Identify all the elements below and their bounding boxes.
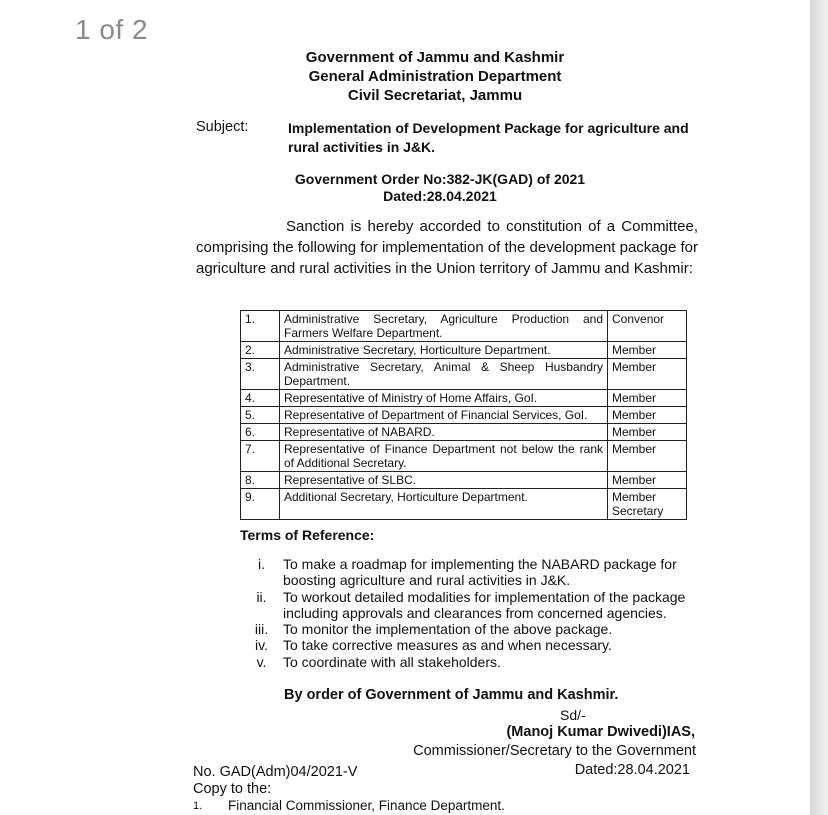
committee-row-number: 1. xyxy=(241,311,280,342)
department-name: General Administration Department xyxy=(308,68,562,85)
terms-item-number: ii. xyxy=(256,588,267,605)
committee-row-role: Member xyxy=(608,359,687,390)
subject-text: Implementation of Development Package for agriculture and rural activities in J&K. xyxy=(288,120,689,155)
committee-row-role: Member xyxy=(608,472,687,489)
terms-item-number: i. xyxy=(258,556,265,572)
committee-row-number: 7. xyxy=(241,441,280,472)
signatory-title: Commissioner/Secretary to the Government xyxy=(413,743,696,759)
terms-list xyxy=(240,556,700,670)
committee-table xyxy=(240,310,687,520)
by-order-line: By order of Government of Jammu and Kashmir. xyxy=(284,687,619,703)
committee-row-designation: Representative of Finance Department not below the rank of Additional Secretary. xyxy=(280,441,608,472)
committee-row-number: 4. xyxy=(241,390,280,407)
committee-row-designation: Administrative Secretary, Horticulture Department. xyxy=(280,342,608,359)
terms-item-text: To take corrective measures as and when necessary. xyxy=(283,637,612,654)
terms-item-text: To monitor the implementation of the above package. xyxy=(283,621,613,638)
signatory-name: (Manoj Kumar Dwivedi)IAS, xyxy=(506,724,695,740)
page-edge xyxy=(810,0,828,815)
committee-row-number: 3. xyxy=(241,359,280,390)
committee-row xyxy=(241,441,687,472)
signed-mark: Sd/- xyxy=(560,707,586,723)
office-location: Civil Secretariat, Jammu xyxy=(347,87,523,104)
terms-item-text: To coordinate with all stakeholders. xyxy=(283,653,501,670)
letterhead xyxy=(240,48,630,105)
committee-row-number: 2. xyxy=(241,342,280,359)
committee-row-role: Member xyxy=(608,342,687,359)
terms-item-number: iv. xyxy=(255,637,268,654)
committee-row-role: Member Secretary xyxy=(608,489,687,520)
committee-row-designation: Representative of Ministry of Home Affairs, GoI. xyxy=(280,390,608,407)
committee-row xyxy=(241,311,687,342)
committee-row-number: 5. xyxy=(241,407,280,424)
reference-number: No. GAD(Adm)04/2021-V xyxy=(193,764,358,780)
committee-row-designation: Administrative Secretary, Agriculture Production and Farmers Welfare Department. xyxy=(280,311,608,342)
order-date: Dated:28.04.2021 xyxy=(383,188,497,204)
terms-item xyxy=(240,556,700,589)
terms-item-number: v. xyxy=(256,653,267,670)
subject-label: Subject: xyxy=(196,119,249,135)
committee-row-number: 6. xyxy=(241,424,280,441)
terms-title: Terms of Reference: xyxy=(240,527,375,543)
terms-item xyxy=(240,654,700,670)
terms-item xyxy=(240,589,700,622)
committee-row xyxy=(241,424,687,441)
terms-item xyxy=(240,621,700,637)
copy-item-number: 1. xyxy=(193,800,203,812)
govt-name: Government of Jammu and Kashmir xyxy=(305,49,565,66)
copy-item-text: Financial Commissioner, Finance Department. xyxy=(228,798,505,813)
page-indicator: 1 of 2 xyxy=(75,14,149,45)
committee-row-designation: Representative of SLBC. xyxy=(280,472,608,489)
committee-row-number: 9. xyxy=(241,489,280,520)
intro-paragraph xyxy=(196,216,698,279)
terms-item-number: iii. xyxy=(254,621,269,638)
committee-row-designation: Representative of Department of Financial Services, GoI. xyxy=(280,407,608,424)
committee-row xyxy=(241,342,687,359)
committee-row xyxy=(241,359,687,390)
order-number: Government Order No:382-JK(GAD) of 2021 xyxy=(294,171,586,187)
copy-list-item xyxy=(193,798,505,813)
committee-row-designation: Administrative Secretary, Animal & Sheep Husbandry Department. xyxy=(280,359,608,390)
committee-row-role: Convenor xyxy=(608,311,687,342)
committee-row-number: 8. xyxy=(241,472,280,489)
committee-row xyxy=(241,390,687,407)
reference-date: Dated:28.04.2021 xyxy=(574,762,690,778)
committee-row-role: Member xyxy=(608,441,687,472)
copy-to-label: Copy to the: xyxy=(193,781,272,797)
committee-row-designation: Additional Secretary, Horticulture Department. xyxy=(280,489,608,520)
committee-row-designation: Representative of NABARD. xyxy=(280,424,608,441)
terms-item-text: To workout detailed modalities for implementation of the package including approvals and clearances from concerned agencies. xyxy=(283,588,686,621)
committee-row-role: Member xyxy=(608,407,687,424)
order-info xyxy=(230,171,650,205)
committee-row-role: Member xyxy=(608,390,687,407)
committee-row xyxy=(241,407,687,424)
intro-text: Sanction is hereby accorded to constitution of a Committee, comprising the following for implementation of the development package for agriculture and rural activities in the Union territory of Jammu and Kashmir: xyxy=(196,218,698,277)
committee-row xyxy=(241,472,687,489)
committee-row xyxy=(241,489,687,520)
terms-item xyxy=(240,637,700,653)
committee-row-role: Member xyxy=(608,424,687,441)
terms-item-text: To make a roadmap for implementing the NABARD package for boosting agriculture and rural activities in J&K. xyxy=(283,556,677,589)
